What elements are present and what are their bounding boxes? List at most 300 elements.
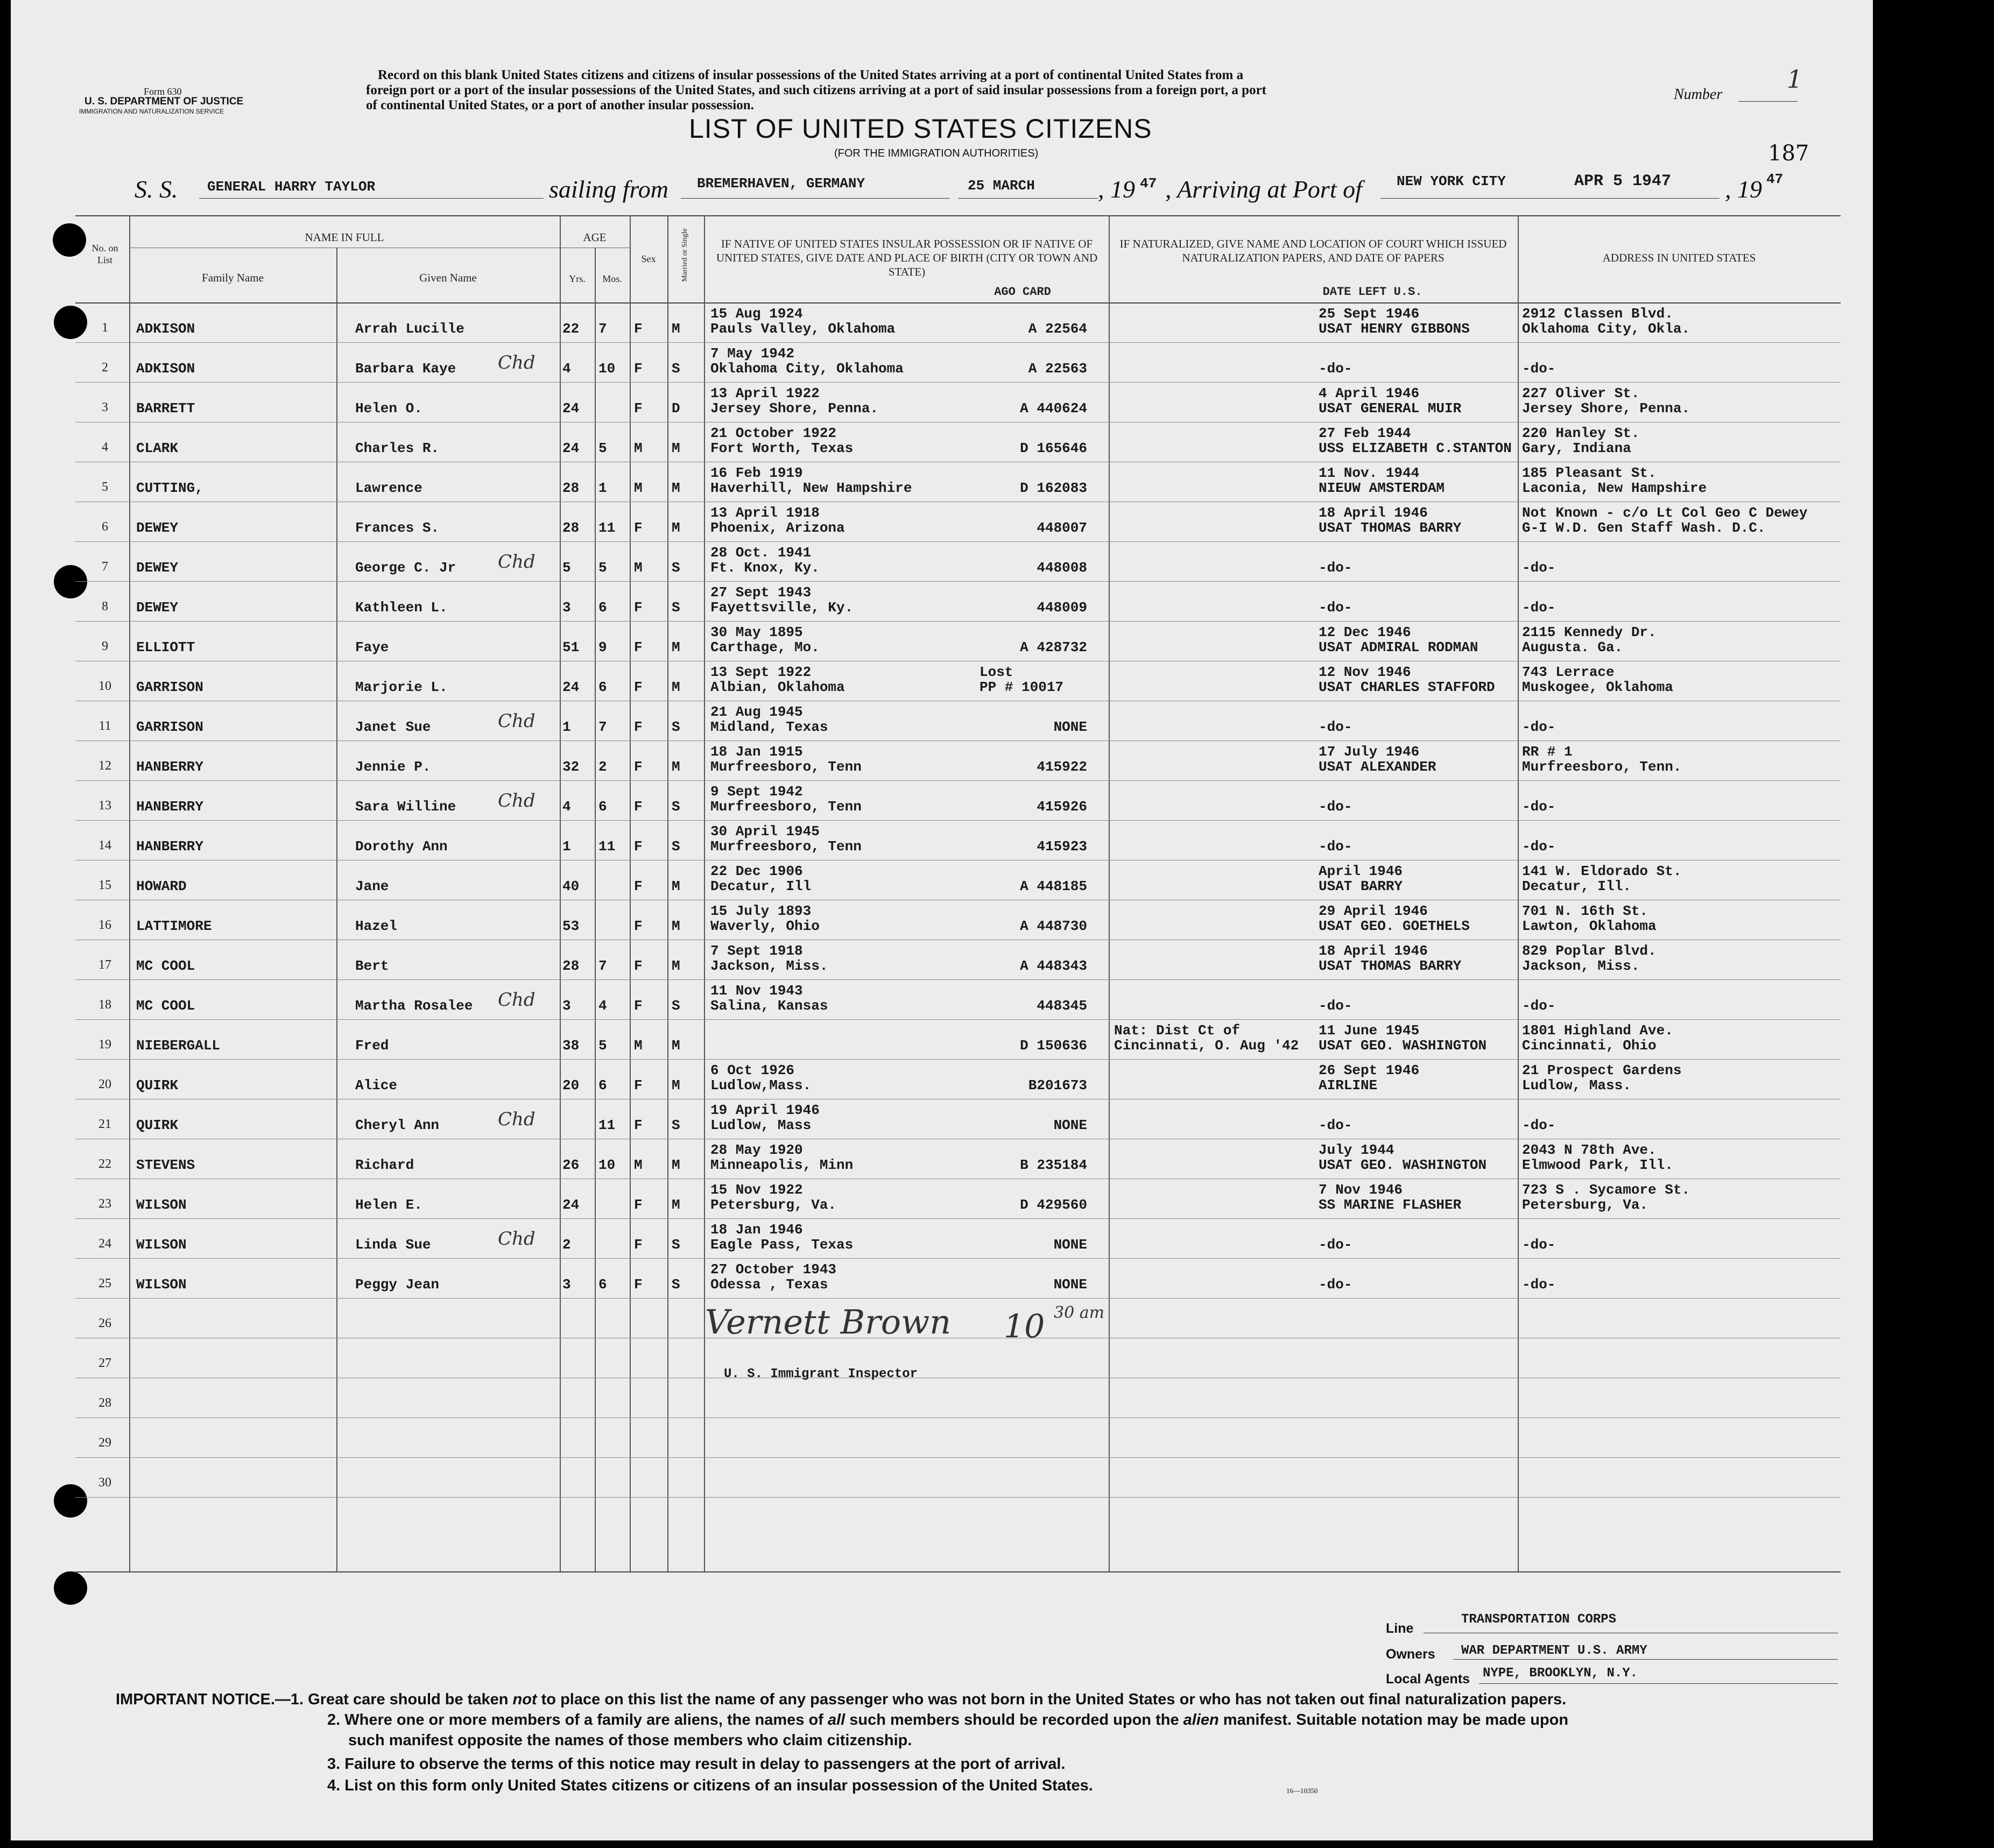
header-birth: IF NATIVE OF UNITED STATES INSULAR POSSESSION OR IF NATIVE OF UNITED STATES, GIVE DATE AND PLACE OF BIRTH (CITY OR TOWN AND STATE) [716,237,1098,278]
agents-label: Local Agents [1386,1671,1470,1687]
age-months-cell: 2 [598,759,607,775]
birth-place-cell: Petersburg, Va. [710,1197,837,1213]
given-name-cell: Frances S. [355,520,440,536]
given-name-cell: Arrah Lucille [355,321,464,337]
address-line2-cell: -do- [1522,560,1556,576]
vessel-left-cell: NIEUW AMSTERDAM [1319,480,1445,496]
birth-place-cell: Murfreesboro, Tenn [710,759,862,775]
birth-place-cell: Murfreesboro, Tenn [710,838,862,855]
punch-hole [54,565,87,598]
vessel-left-cell: USAT GEO. GOETHELS [1319,918,1470,934]
given-name-cell: Martha Rosalee [355,998,473,1014]
birth-date-cell: 21 Aug 1945 [710,704,803,720]
header-ago-card: AGO CARD [994,285,1051,299]
row-number: 20 [98,1077,111,1091]
address-line1-cell: 141 W. Eldorado St. [1522,863,1682,879]
sex-cell: M [634,440,643,456]
birth-place-cell: Ludlow, Mass [710,1117,812,1133]
row-number: 29 [98,1436,111,1450]
address-line2-cell: Oklahoma City, Okla. [1522,321,1690,337]
marital-status-cell: S [672,599,680,616]
birth-date-cell: 15 Nov 1922 [710,1182,803,1198]
address-line2-cell: Elmwood Park, Ill. [1522,1157,1673,1173]
marital-status-cell: M [672,480,680,496]
inspector-signature: Vernett Brown [705,1302,952,1342]
birth-date-cell: 21 October 1922 [710,425,837,441]
family-name-cell: MC COOL [136,958,195,974]
header-no-on-list: No. on List [91,243,118,265]
sex-cell: M [634,1157,643,1173]
birth-date-cell: 30 May 1895 [710,624,803,640]
record-instructions-1: Record on this blank United States citizens and citizens of insular possessions of the United States arriving at a port of continental United States from a [378,68,1244,82]
row-number: 19 [98,1038,111,1052]
age-years-cell: 24 [562,400,580,417]
birth-place-cell: Odessa , Texas [710,1276,828,1293]
address-line1-cell: 723 S . Sycamore St. [1522,1182,1690,1198]
vessel-left-cell: -do- [1319,599,1352,616]
owners-label: Owners [1386,1647,1435,1662]
row-number: 25 [98,1276,111,1290]
address-line2-cell: Jersey Shore, Penna. [1522,400,1690,417]
row-number: 3 [102,400,108,414]
birth-date-cell: 6 Oct 1926 [710,1062,795,1078]
ago-card-cell: A 22564 [1028,321,1087,337]
signature-time-sup: 30 am [1054,1303,1105,1322]
ago-card-cell: A 448185 [1020,878,1087,894]
address-line2-cell: -do- [1522,1237,1556,1253]
ago-card-cell: A 448343 [1020,958,1087,974]
punch-hole [54,306,87,339]
row-number: 18 [98,998,111,1012]
address-line1-cell: RR # 1 [1522,744,1573,760]
family-name-cell: ELLIOTT [136,639,195,655]
birth-date-cell: 7 May 1942 [710,345,795,362]
birth-place-cell: Midland, Texas [710,719,828,735]
vessel-left-cell: -do- [1319,799,1352,815]
ago-card-cell: 448345 [1037,998,1087,1014]
age-months-cell: 6 [598,1077,607,1094]
sex-cell: F [634,1237,643,1253]
ago-card-cell: PP # 10017 [980,679,1064,695]
date-left-cell: 11 Nov. 1944 [1319,465,1420,481]
family-name-cell: GARRISON [136,679,203,695]
birth-place-cell: Haverhill, New Hampshire [710,480,912,496]
print-code: 16—10350 [1286,1787,1318,1795]
age-years-cell: 3 [562,1276,571,1293]
date-left-cell: 18 April 1946 [1319,943,1428,959]
given-name-cell: Jennie P. [355,759,431,775]
age-years-cell: 22 [562,321,580,337]
marital-status-cell: S [672,361,680,377]
birth-place-cell: Albian, Oklahoma [710,679,845,695]
marital-status-cell: M [672,520,680,536]
departure-port: BREMERHAVEN, GERMANY [697,175,865,192]
marital-status-cell: S [672,838,680,855]
birth-date-cell: 13 April 1918 [710,505,820,521]
ago-card-cell: A 22563 [1028,361,1087,377]
address-line1-cell: 2912 Classen Blvd. [1522,306,1673,322]
row-number: 14 [98,838,111,852]
address-line2-cell: Decatur, Ill. [1522,878,1631,894]
age-months-cell: 7 [598,719,607,735]
row-number: 15 [98,878,111,892]
family-name-cell: HOWARD [136,878,187,894]
row-number: 9 [102,639,108,653]
ago-card-cell: 415922 [1037,759,1087,775]
address-line1-cell: Not Known - c/o Lt Col Geo C Dewey [1522,505,1808,521]
row-number: 22 [98,1157,111,1171]
birth-date-cell: 18 Jan 1946 [710,1222,803,1238]
birth-place-cell: Salina, Kansas [710,998,828,1014]
age-months-cell: 4 [598,998,607,1014]
age-months-cell: 9 [598,639,607,655]
address-line2-cell: -do- [1522,599,1556,616]
age-months-cell: 7 [598,321,607,337]
family-name-cell: CLARK [136,440,179,456]
arrival-port: NEW YORK CITY [1397,173,1506,189]
family-name-cell: WILSON [136,1197,187,1213]
birth-place-cell: Minneapolis, Minn [710,1157,854,1173]
ago-card-cell: 448008 [1037,560,1087,576]
sex-cell: M [634,1038,643,1054]
notice-2: 2. Where one or more members of a family are aliens, the names of all such members should be recorded upon the alien manifest. Suitable notation may be made upon [327,1711,1569,1729]
header-date-left: DATE LEFT U.S. [1322,285,1422,299]
address-line2-cell: Petersburg, Va. [1522,1197,1648,1213]
vessel-left-cell: USAT GEO. WASHINGTON [1319,1038,1487,1054]
address-line2-cell: -do- [1522,1276,1556,1293]
given-name-cell: Kathleen L. [355,599,448,616]
family-name-cell: DEWEY [136,599,179,616]
row-number: 7 [102,560,108,574]
marital-status-cell: D [672,400,680,417]
child-annotation: Chd [498,790,536,812]
row-number: 12 [98,759,111,773]
sex-cell: M [634,560,643,576]
row-number: 28 [98,1396,111,1410]
page-title: LIST OF UNITED STATES CITIZENS [689,114,1152,144]
inspector-title: U. S. Immigrant Inspector [724,1367,918,1381]
vessel-left-cell: -do- [1319,1237,1352,1253]
ago-card-cell: NONE [1053,719,1087,735]
header-family-name: Family Name [202,271,264,284]
birth-date-cell: 27 October 1943 [710,1261,837,1278]
row-number: 4 [102,440,108,454]
given-name-cell: Sara Willine [355,799,456,815]
given-name-cell: Hazel [355,918,398,934]
sex-cell: F [634,878,643,894]
row-number: 24 [98,1237,111,1251]
ago-card-cell: D 162083 [1020,480,1087,496]
vessel-left-cell: USAT GEO. WASHINGTON [1319,1157,1487,1173]
age-years-cell: 1 [562,838,571,855]
ago-card-cell: A 440624 [1020,400,1087,417]
address-line1-cell: 227 Oliver St. [1522,385,1640,401]
sex-cell: F [634,998,643,1014]
vessel-left-cell: USAT ALEXANDER [1319,759,1436,775]
family-name-cell: CUTTING, [136,480,203,496]
address-line2-cell: Laconia, New Hampshire [1522,480,1707,496]
date-left-cell: 12 Dec 1946 [1319,624,1411,640]
given-name-cell: Fred [355,1038,389,1054]
given-name-cell: Bert [355,958,389,974]
vessel-left-cell: USAT THOMAS BARRY [1319,958,1462,974]
address-line2-cell: Augusta. Ga. [1522,639,1623,655]
year-label: , 19 [1098,175,1135,203]
age-months-cell: 6 [598,1276,607,1293]
year2-label: , 19 [1725,175,1762,203]
sex-cell: F [634,599,643,616]
date-left-cell: 27 Feb 1944 [1319,425,1411,441]
record-instructions-2: foreign port or a port of the insular possessions of the United States, and such citizens arriving at a port of said insular possessions from a foreign port, a port [366,83,1266,97]
ago-card-cell: 448009 [1037,599,1087,616]
vessel-left-cell: -do- [1319,1276,1352,1293]
birth-place-cell: Murfreesboro, Tenn [710,799,862,815]
marital-status-cell: M [672,958,680,974]
ago-card-cell: NONE [1053,1276,1087,1293]
marital-status-cell: M [672,1197,680,1213]
family-name-cell: DEWEY [136,520,179,536]
marital-status-cell: S [672,1237,680,1253]
address-line2-cell: Lawton, Oklahoma [1522,918,1657,934]
sex-cell: F [634,799,643,815]
address-line2-cell: -do- [1522,998,1556,1014]
age-years-cell: 24 [562,1197,580,1213]
address-line1-cell: 2043 N 78th Ave. [1522,1142,1657,1158]
given-name-cell: Dorothy Ann [355,838,448,855]
naturalization-cell: Nat: Dist Ct of [1114,1022,1241,1039]
sex-cell: F [634,1117,643,1133]
vessel-left-cell: USAT ADMIRAL RODMAN [1319,639,1478,655]
ago-card-cell: Lost [980,664,1013,680]
vessel-left-cell: -do- [1319,1117,1352,1133]
sex-cell: F [634,639,643,655]
birth-date-cell: 19 April 1946 [710,1102,820,1118]
birth-place-cell: Jersey Shore, Penna. [710,400,879,417]
address-line1-cell: 829 Poplar Blvd. [1522,943,1657,959]
address-line2-cell: Muskogee, Oklahoma [1522,679,1673,695]
vessel-left-cell: USAT HENRY GIBBONS [1319,321,1470,337]
age-years-cell: 26 [562,1157,580,1173]
manifest-sheet [11,0,1873,1840]
ship-name: GENERAL HARRY TAYLOR [207,179,376,195]
vessel-left-cell: AIRLINE [1319,1077,1378,1094]
ago-card-cell: D 429560 [1020,1197,1087,1213]
address-line1-cell: 743 Lerrace [1522,664,1615,680]
vessel-left-cell: USAT CHARLES STAFFORD [1319,679,1495,695]
birth-date-cell: 28 May 1920 [710,1142,803,1158]
birth-date-cell: 18 Jan 1915 [710,744,803,760]
birth-date-cell: 30 April 1945 [710,823,820,840]
signature-time: 10 [1004,1308,1045,1345]
birth-date-cell: 7 Sept 1918 [710,943,803,959]
arrival-stamp: APR 5 1947 [1574,172,1672,191]
age-years-cell: 2 [562,1237,571,1253]
header-married: Married or Single [681,228,689,282]
child-annotation: Chd [498,1109,536,1130]
row-number: 17 [98,958,111,972]
marital-status-cell: M [672,639,680,655]
line-value: TRANSPORTATION CORPS [1461,1612,1617,1627]
marital-status-cell: M [672,878,680,894]
date-left-cell: July 1944 [1319,1142,1394,1158]
child-annotation: Chd [498,710,536,732]
child-annotation: Chd [498,551,536,573]
birth-place-cell: Eagle Pass, Texas [710,1237,854,1253]
birth-date-cell: 11 Nov 1943 [710,983,803,999]
age-months-cell: 7 [598,958,607,974]
row-number: 26 [98,1316,111,1330]
age-months-cell: 5 [598,440,607,456]
age-years-cell: 20 [562,1077,580,1094]
birth-date-cell: 28 Oct. 1941 [710,545,812,561]
birth-place-cell: Oklahoma City, Oklahoma [710,361,904,377]
department: U. S. DEPARTMENT OF JUSTICE [84,96,244,107]
given-name-cell: Linda Sue [355,1237,431,1253]
sex-cell: F [634,1197,643,1213]
family-name-cell: MC COOL [136,998,195,1014]
age-months-cell: 11 [598,1117,616,1133]
sex-cell: F [634,958,643,974]
age-months-cell: 10 [598,1157,616,1173]
date-left-cell: 17 July 1946 [1319,744,1420,760]
row-number: 6 [102,520,108,534]
age-years-cell: 4 [562,799,571,815]
address-line1-cell: 21 Prospect Gardens [1522,1062,1682,1078]
age-years-cell: 1 [562,719,571,735]
family-name-cell: HANBERRY [136,799,203,815]
marital-status-cell: S [672,1117,680,1133]
service: IMMIGRATION AND NATURALIZATION SERVICE [79,108,224,115]
date-left-cell: 25 Sept 1946 [1319,306,1420,322]
header-yrs: Yrs. [569,273,586,284]
sex-cell: F [634,361,643,377]
date-left-cell: 12 Nov 1946 [1319,664,1411,680]
ago-card-cell: 415923 [1037,838,1087,855]
sex-cell: F [634,679,643,695]
child-annotation: Chd [498,1228,536,1250]
birth-place-cell: Fayettsville, Ky. [710,599,854,616]
family-name-cell: QUIRK [136,1077,179,1094]
header-sex: Sex [641,253,656,264]
family-name-cell: ADKISON [136,361,195,377]
given-name-cell: Marjorie L. [355,679,448,695]
marital-status-cell: M [672,918,680,934]
given-name-cell: Richard [355,1157,414,1173]
sailing-label: sailing from [549,175,668,203]
departure-date: 25 MARCH [968,178,1035,194]
birth-date-cell: 13 Sept 1922 [710,664,812,680]
birth-place-cell: Carthage, Mo. [710,639,820,655]
given-name-cell: Lawrence [355,480,422,496]
ago-card-cell: D 165646 [1020,440,1087,456]
date-left-cell: 29 April 1946 [1319,903,1428,919]
year-value: 47 [1140,175,1157,192]
given-name-cell: Helen E. [355,1197,422,1213]
ss-label: S. S. [135,175,178,203]
family-name-cell: ADKISON [136,321,195,337]
birth-place-cell: Ft. Knox, Ky. [710,560,820,576]
age-years-cell: 4 [562,361,571,377]
address-line1-cell: 701 N. 16th St. [1522,903,1648,919]
birth-place-cell: Phoenix, Arizona [710,520,845,536]
address-line1-cell: 185 Pleasant St. [1522,465,1657,481]
address-line2-cell: Ludlow, Mass. [1522,1077,1631,1094]
notice-heading: IMPORTANT NOTICE.—1. [116,1691,304,1708]
ago-card-cell: NONE [1053,1237,1087,1253]
age-years-cell: 28 [562,480,580,496]
birth-date-cell: 22 Dec 1906 [710,863,803,879]
given-name-cell: Faye [355,639,389,655]
family-name-cell: BARRETT [136,400,195,417]
age-years-cell: 32 [562,759,580,775]
address-line2-cell: -do- [1522,838,1556,855]
arriving-label: , Arriving at Port of [1165,175,1362,203]
row-number: 23 [98,1197,111,1211]
age-years-cell: 53 [562,918,580,934]
age-years-cell: 40 [562,878,580,894]
age-months-cell: 5 [598,1038,607,1054]
marital-status-cell: S [672,1276,680,1293]
marital-status-cell: M [672,321,680,337]
vessel-left-cell: USAT THOMAS BARRY [1319,520,1462,536]
ago-card-cell: A 428732 [1020,639,1087,655]
age-years-cell: 5 [562,560,571,576]
sex-cell: F [634,918,643,934]
age-months-cell: 11 [598,838,616,855]
vessel-left-cell: USS ELIZABETH C.STANTON [1319,440,1512,456]
given-name-cell: Alice [355,1077,398,1094]
date-left-cell: 7 Nov 1946 [1319,1182,1403,1198]
family-name-cell: HANBERRY [136,838,203,855]
family-name-cell: WILSON [136,1276,187,1293]
page-stamp: 187 [1768,141,1809,166]
sex-cell: F [634,838,643,855]
marital-status-cell: M [672,1038,680,1054]
marital-status-cell: S [672,998,680,1014]
ago-card-cell: NONE [1053,1117,1087,1133]
age-years-cell: 28 [562,958,580,974]
address-line2-cell: Jackson, Miss. [1522,958,1640,974]
marital-status-cell: M [672,1077,680,1094]
given-name-cell: Peggy Jean [355,1276,440,1293]
family-name-cell: NIEBERGALL [136,1038,221,1054]
ago-card-cell: B 235184 [1020,1157,1087,1173]
ago-card-cell: B201673 [1028,1077,1087,1094]
ago-card-cell: 415926 [1037,799,1087,815]
sex-cell: F [634,520,643,536]
address-line1-cell: 2115 Kennedy Dr. [1522,624,1657,640]
birth-place-cell: Waverly, Ohio [710,918,820,934]
notice-2-cont: such manifest opposite the names of those members who claim citizenship. [348,1732,912,1749]
age-months-cell: 6 [598,599,607,616]
child-annotation: Chd [498,352,536,373]
marital-status-cell: M [672,759,680,775]
family-name-cell: HANBERRY [136,759,203,775]
vessel-left-cell: -do- [1319,998,1352,1014]
given-name-cell: George C. Jr [355,560,456,576]
age-months-cell: 6 [598,679,607,695]
date-left-cell: 26 Sept 1946 [1319,1062,1420,1078]
address-line1-cell: 1801 Highland Ave. [1522,1022,1673,1039]
naturalization-cell: Cincinnati, O. Aug '42 [1114,1038,1299,1054]
marital-status-cell: M [672,679,680,695]
age-months-cell: 5 [598,560,607,576]
address-line2-cell: -do- [1522,799,1556,815]
age-months-cell: 10 [598,361,616,377]
agents-value: NYPE, BROOKLYN, N.Y. [1483,1666,1638,1681]
birth-date-cell: 16 Feb 1919 [710,465,803,481]
marital-status-cell: S [672,560,680,576]
